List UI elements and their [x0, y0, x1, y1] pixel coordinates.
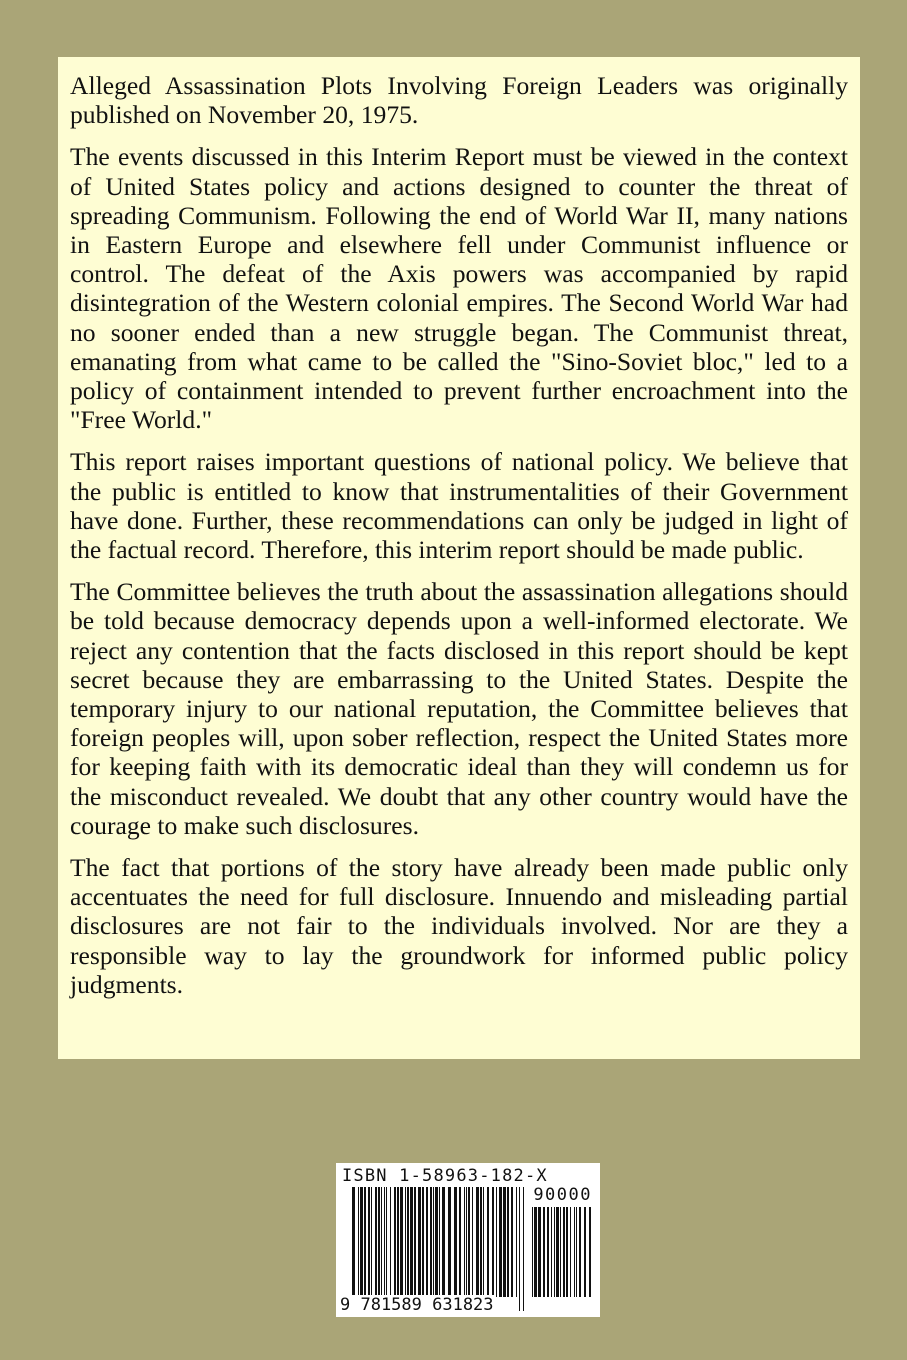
- barcode-bar: [496, 1187, 497, 1297]
- barcode-bar: [516, 1187, 517, 1297]
- barcode-bar: [375, 1187, 377, 1297]
- barcode-bar: [448, 1187, 451, 1297]
- barcode-bar: [570, 1207, 571, 1297]
- barcode-bar: [523, 1187, 524, 1311]
- paragraph-national-policy: This report raises important questions of national policy. We believe that the public is entitled to know that instrumentalities of their Government have done. Further, these recommendations can only be judged in light of the factual record. Therefore, this interim report should be made public.: [70, 447, 848, 565]
- barcode-bar: [381, 1187, 382, 1297]
- barcode-bar: [410, 1187, 413, 1297]
- barcode-bar: [464, 1187, 465, 1297]
- price-code: 90000: [533, 1185, 592, 1205]
- barcode-bar: [480, 1187, 482, 1297]
- barcode-bar: [543, 1207, 545, 1297]
- barcode-bar: [576, 1207, 577, 1297]
- paragraph-publication-note: Alleged Assassination Plots Involving Foreign Leaders was originally published on November 20, 1975.: [70, 71, 848, 130]
- barcode-bar: [492, 1187, 494, 1297]
- barcode-bar: [503, 1187, 506, 1297]
- barcode-bar: [433, 1187, 434, 1311]
- barcode-bar: [442, 1187, 445, 1297]
- barcode-bar: [418, 1187, 421, 1297]
- isbn-label: ISBN 1-58963-182-X: [342, 1166, 548, 1186]
- barcode-bar: [511, 1187, 513, 1297]
- ean13-barcode-bars: [352, 1187, 524, 1311]
- paragraph-context: The events discussed in this Interim Report must be viewed in the context of United States policy and actions designed to counter the threat of spreading Communism. Following the end of World War II, many nations in Eastern Europe and elsewhere fell under Communist influence or control. The defeat of the Axis powers was accompanied by rapid disintegration of the Western colonial empires. The Second World War had no sooner ended than a new struggle began. The Communist threat, emanating from what came to be called the "Sino-Soviet bloc," led to a policy of containment intended to prevent further encroachment into the "Free World.": [70, 142, 848, 435]
- barcode-bar: [459, 1187, 461, 1297]
- barcode-bar: [435, 1187, 438, 1297]
- barcode-bar: [556, 1207, 559, 1297]
- barcode-bar: [507, 1187, 509, 1297]
- barcode-bar: [563, 1207, 565, 1297]
- barcode-bar: [358, 1187, 359, 1311]
- barcode-bar: [405, 1187, 406, 1297]
- back-cover-text-panel: [58, 57, 860, 1059]
- barcode-bar: [368, 1187, 370, 1297]
- paragraph-full-disclosure: The fact that portions of the story have already been made public only accentuates the need for full disclosure. Innuendo and misleading partial disclosures are not fair to the individuals involved. Nor are they a responsible way to lay the groundwork for informed public policy judgments.: [70, 853, 848, 999]
- barcode-bar: [364, 1187, 366, 1297]
- barcode-bar: [400, 1187, 403, 1297]
- barcode-bar: [547, 1207, 549, 1297]
- barcode-bar: [551, 1207, 552, 1297]
- barcode-bar: [371, 1187, 372, 1297]
- barcode-bar: [397, 1187, 399, 1297]
- price-addon-barcode-bars: [532, 1207, 594, 1311]
- barcode-bar: [468, 1187, 470, 1297]
- barcode-bar: [554, 1207, 555, 1297]
- barcode-bar: [426, 1187, 428, 1297]
- barcode-bar: [360, 1187, 363, 1297]
- barcode-bar: [589, 1207, 591, 1297]
- barcode-bar: [483, 1187, 484, 1297]
- barcode-bar: [430, 1187, 432, 1311]
- barcode-bar: [472, 1187, 473, 1297]
- barcode-bar: [476, 1187, 479, 1297]
- barcode-bar: [390, 1187, 391, 1297]
- barcode-bar: [519, 1187, 520, 1311]
- barcode-bar: [386, 1187, 387, 1297]
- barcode-bar: [538, 1207, 541, 1297]
- barcode-bar: [532, 1207, 533, 1297]
- barcode-bar: [378, 1187, 380, 1297]
- barcode-bar: [466, 1187, 467, 1297]
- barcode-bar: [560, 1207, 561, 1297]
- barcode-bar: [407, 1187, 409, 1297]
- barcode-bar: [384, 1187, 385, 1297]
- barcode-bar: [566, 1207, 568, 1297]
- isbn-barcode: [336, 1163, 600, 1317]
- barcode-bar: [584, 1207, 586, 1297]
- barcode-bar: [454, 1187, 457, 1297]
- barcode-bar: [439, 1187, 440, 1297]
- barcode-bar: [487, 1187, 489, 1297]
- barcode-bar: [574, 1207, 575, 1297]
- barcode-bar: [534, 1207, 537, 1297]
- paragraph-committee-belief: The Committee believes the truth about the assassination allegations should be told because democracy depends upon a well-informed electorate. We reject any contention that the facts disclosed in this report should be kept secret because they are embarrassing to the United States. Despite the temporary injury to our national reputation, the Committee believes that foreign peoples will, upon sober reflection, respect the United States more for keeping faith with its democratic ideal than they will condemn us for the misconduct revealed. We doubt that any other country would have the courage to make such disclosures.: [70, 577, 848, 840]
- barcode-bar: [499, 1187, 502, 1297]
- barcode-bar: [352, 1187, 355, 1311]
- barcode-bar: [414, 1187, 416, 1297]
- barcode-bar: [394, 1187, 396, 1297]
- barcode-bar: [422, 1187, 424, 1297]
- barcode-bar: [579, 1207, 581, 1297]
- ean-digits: 9 781589 631823: [340, 1295, 494, 1315]
